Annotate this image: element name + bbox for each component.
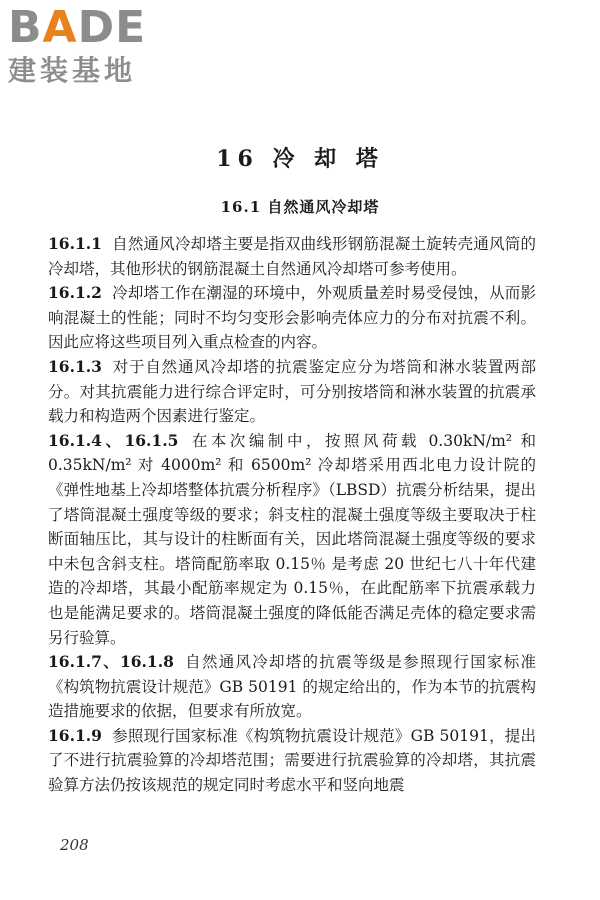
paragraph xyxy=(48,724,536,798)
clause-text: 参照现行国家标准《构筑物抗震设计规范》GB 50191，提出了不进行抗震验算的冷却塔范围；需要进行抗震验算的冷却塔，其抗震验算方法仍按该规范的规定同时考虑水平和竖向地震 xyxy=(48,726,536,795)
logo-wordmark: BADE xyxy=(8,2,147,53)
paragraph xyxy=(48,355,536,429)
clause-number: 16.1.4、16.1.5 xyxy=(48,430,179,450)
clause-number: 16.1.2 xyxy=(48,283,102,303)
clause-text: 冷却塔工作在潮湿的环境中，外观质量差时易受侵蚀，从而影响混凝土的性能；同时不均匀变形会影响壳体应力的分布对抗震不利。因此应将这些项目列入重点检查的内容。 xyxy=(48,284,536,352)
bade-logo xyxy=(8,4,178,88)
chapter-title: 16 冷 却 塔 xyxy=(216,146,384,172)
section-title: 16.1 自然通风冷却塔 xyxy=(220,198,380,216)
clause-text: 自然通风冷却塔的抗震等级是参照现行国家标准《构筑物抗震设计规范》GB 50191 的规定给出的，作为本节的抗震构造措施要求的依据，但要求有所放宽。 xyxy=(48,653,536,721)
logo-subtitle: 建装基地 xyxy=(8,54,137,87)
clause-text: 在本次编制中，按照风荷载 0.30kN/m² 和 0.35kN/m² 对 4000m² 和 6500m² 冷却塔采用西北电力设计院的《弹性地基上冷却塔整体抗震分析程序》（LBSD）抗震分析结果，提出了塔筒混凝土强度等级的要求；斜支柱的混凝土强度等级主要取决于柱断面轴压比，其与设计的柱断面有关，因此塔筒混凝土强度等级的要求中未包含斜支柱。塔筒配筋率取 0.15％ 是考虑 20 世纪七八十年代建造的冷却塔，其最小配筋率规定为 0.15％，在此配筋率下抗震承载力也是能满足要求的。塔筒混凝土强度的降低能否满足壳体的稳定要求需另行验算。 xyxy=(48,431,536,647)
clause-text: 对于自然通风冷却塔的抗震鉴定应分为塔筒和淋水装置两部分。对其抗震能力进行综合评定时，可分别按塔筒和淋水装置的抗震承载力和构造两个因素进行鉴定。 xyxy=(48,357,536,426)
page-number: 208 xyxy=(60,836,89,854)
clause-number: 16.1.9 xyxy=(48,725,102,745)
body-text xyxy=(48,232,536,798)
clause-number: 16.1.7、16.1.8 xyxy=(48,652,174,672)
paragraph xyxy=(48,429,536,650)
paragraph xyxy=(48,281,536,355)
clause-number: 16.1.1 xyxy=(48,234,102,253)
clause-text: 自然通风冷却塔主要是指双曲线形钢筋混凝土旋转壳通风筒的冷却塔，其他形状的钢筋混凝土自然通风冷却塔可参考使用。 xyxy=(48,235,536,278)
clause-number: 16.1.3 xyxy=(48,356,102,376)
paragraph xyxy=(48,650,536,724)
paragraph xyxy=(48,232,536,281)
